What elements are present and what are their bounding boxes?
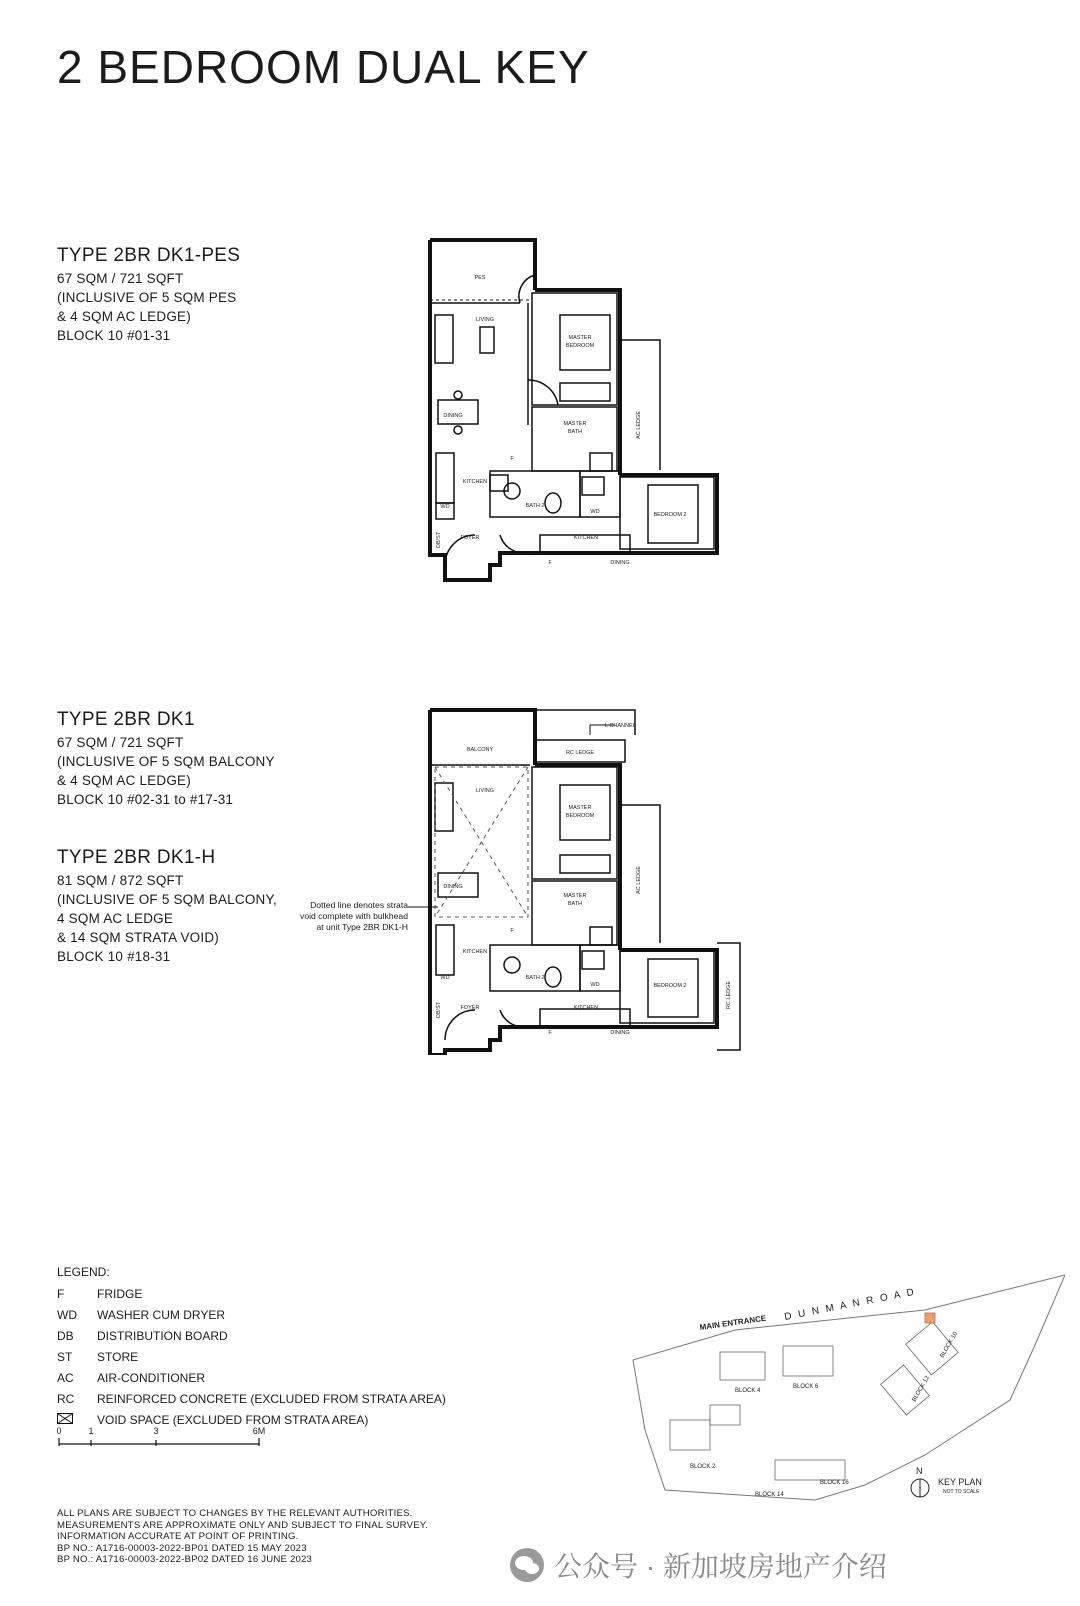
block-label: BLOCK 4: [735, 1388, 761, 1394]
room-label: DINING: [610, 1030, 630, 1036]
room-label: LIVING: [475, 788, 495, 794]
room-label: RC LEDGE: [726, 980, 732, 1010]
key-plan-title: KEY PLAN: [938, 1477, 982, 1487]
note-line: Dotted line denotes strata: [310, 900, 408, 910]
fixture-label: F: [548, 560, 552, 566]
room-label: DB/ST: [436, 1001, 442, 1019]
room-label: FOYER: [460, 1005, 480, 1011]
room-label: KITCHEN: [573, 535, 599, 541]
fixture-label: WD: [440, 504, 450, 510]
unit-area: 67 SQM / 721 SQFT: [57, 735, 184, 750]
unit-inclusive: & 4 SQM AC LEDGE): [57, 773, 191, 788]
room-label: DINING: [443, 884, 463, 890]
fixture-label: WD: [590, 509, 600, 515]
unit-inclusive: & 4 SQM AC LEDGE): [57, 309, 191, 324]
legend-abbr: DB: [57, 1329, 74, 1343]
legend-abbr: ST: [57, 1350, 73, 1364]
unit-location-highlight: [925, 1313, 935, 1323]
unit-info-dk1-h: [57, 845, 277, 966]
room-label: MASTER: [568, 805, 592, 811]
fixture-label: WD: [440, 975, 450, 981]
block-label: BLOCK 2: [690, 1464, 716, 1470]
note-leader-line: [408, 904, 438, 910]
legend-item: [57, 1347, 446, 1368]
unit-info-dk1: [57, 707, 275, 809]
unit-type: TYPE 2BR DK1: [57, 709, 195, 730]
scale-bar: [55, 1426, 275, 1456]
note-line: BP NO.: A1716-00003-2022-BP02 DATED 16 JUNE 2023: [57, 1554, 313, 1566]
room-label: AC LEDGE: [636, 411, 642, 439]
block-label: BLOCK 16: [820, 1480, 849, 1486]
room-label: FOYER: [460, 535, 480, 541]
room-label: DINING: [610, 560, 630, 566]
note-line: at unit Type 2BR DK1-H: [316, 922, 408, 932]
room-label: L CHANNEL: [605, 723, 636, 729]
legend-abbr: RC: [57, 1392, 75, 1406]
unit-area: 67 SQM / 721 SQFT: [57, 271, 184, 286]
room-label: BATH: [567, 901, 583, 907]
legend-item: [57, 1368, 446, 1389]
legend-heading: LEGEND:: [57, 1265, 110, 1279]
unit-type: TYPE 2BR DK1-PES: [57, 245, 241, 266]
north-label: N: [916, 1466, 923, 1476]
room-label: KITCHEN: [462, 949, 488, 955]
unit-type: TYPE 2BR DK1-H: [57, 847, 216, 868]
unit-block: BLOCK 10 #01-31: [57, 328, 171, 343]
block-label: BLOCK 10: [939, 1331, 960, 1359]
legend-abbr: F: [57, 1287, 65, 1301]
page-title: 2 BEDROOM DUAL KEY: [57, 41, 590, 93]
note-line: void complete with bulkhead: [300, 911, 408, 921]
key-plan-subtitle: NOT TO SCALE: [943, 1489, 980, 1495]
unit-inclusive: (INCLUSIVE OF 5 SQM BALCONY: [57, 754, 275, 769]
legend-text: DISTRIBUTION BOARD: [97, 1329, 228, 1343]
unit-info-dk1-pes: [57, 243, 240, 345]
room-label: KITCHEN: [462, 479, 488, 485]
watermark: [510, 1545, 887, 1585]
legend-text: VOID SPACE (EXCLUDED FROM STRATA AREA): [97, 1413, 369, 1427]
unit-inclusive: 4 SQM AC LEDGE: [57, 911, 174, 926]
legend-item: [57, 1284, 446, 1305]
legend-item: [57, 1305, 446, 1326]
legend-text: AIR-CONDITIONER: [97, 1371, 205, 1385]
fixture-label: WD: [590, 982, 600, 988]
room-label: BATH 2: [525, 975, 545, 981]
unit-block: BLOCK 10 #02-31 to #17-31: [57, 792, 234, 807]
room-label: LIVING: [475, 317, 495, 323]
room-label: KITCHEN: [573, 1005, 599, 1011]
legend-abbr: AC: [57, 1371, 74, 1385]
unit-area: 81 SQM / 872 SQFT: [57, 873, 184, 888]
fixture-label: F: [510, 456, 514, 462]
unit-inclusive: (INCLUSIVE OF 5 SQM BALCONY,: [57, 892, 277, 907]
legend-item: [57, 1389, 446, 1410]
unit-inclusive: & 14 SQM STRATA VOID): [57, 930, 219, 945]
legend-abbr: WD: [57, 1308, 77, 1322]
north-arrow-icon: [911, 1479, 929, 1497]
note-line: BP NO.: A1716-00003-2022-BP01 DATED 15 MAY 2023: [57, 1542, 307, 1554]
legend: [57, 1262, 446, 1431]
legend-text: WASHER CUM DRYER: [97, 1308, 226, 1322]
legend-text: STORE: [97, 1350, 139, 1364]
note-line: MEASUREMENTS ARE APPROXIMATE ONLY AND SUBJECT TO FINAL SURVEY.: [57, 1519, 429, 1531]
main-entrance-label: MAIN ENTRANCE: [699, 1313, 767, 1332]
room-label: BEDROOM 2: [653, 983, 687, 989]
unit-block: BLOCK 10 #18-31: [57, 949, 171, 964]
disclaimer-notes: [57, 1508, 428, 1566]
scale-tick-label: 1: [88, 1426, 94, 1436]
block-label: BLOCK 14: [755, 1492, 784, 1498]
room-label: DB/ST: [436, 531, 442, 549]
room-label: MASTER: [563, 421, 587, 427]
scale-tick-label: 6M: [252, 1426, 266, 1436]
scale-tick-label: 3: [153, 1426, 159, 1436]
room-label: MASTER: [563, 893, 587, 899]
room-label: BEDROOM 2: [653, 512, 687, 518]
legend-text: FRIDGE: [97, 1287, 143, 1301]
room-label: BEDROOM: [565, 813, 595, 819]
block-label: BLOCK 6: [793, 1384, 819, 1390]
watermark-text: 公众号 · 新加坡房地产介绍: [554, 1551, 887, 1582]
note-line: INFORMATION ACCURATE AT POINT OF PRINTING.: [57, 1531, 299, 1543]
room-label: AC LEDGE: [636, 866, 642, 894]
room-label: PES: [474, 275, 486, 281]
room-label: BEDROOM: [565, 343, 595, 349]
floor-plan-dk1: [420, 705, 750, 1055]
room-label: MASTER: [568, 335, 592, 341]
room-label: BATH 2: [525, 503, 545, 509]
legend-item: [57, 1326, 446, 1347]
road-label: D U N M A N R O A D: [783, 1286, 917, 1323]
room-label: BATH: [567, 429, 583, 435]
strata-void-note: [290, 900, 408, 933]
wechat-icon: [510, 1548, 544, 1582]
legend-text: REINFORCED CONCRETE (EXCLUDED FROM STRATA AREA): [97, 1392, 446, 1406]
floor-plan-dk1-pes: [420, 235, 740, 585]
fixture-label: F: [548, 1030, 552, 1036]
scale-tick-label: 0: [56, 1426, 62, 1436]
key-plan: [625, 1270, 1065, 1515]
block-label: BLOCK 12: [911, 1375, 932, 1403]
fixture-label: F: [510, 928, 514, 934]
room-label: DINING: [443, 413, 463, 419]
unit-inclusive: (INCLUSIVE OF 5 SQM PES: [57, 290, 237, 305]
room-label: RC LEDGE: [565, 750, 595, 756]
room-label: BALCONY: [466, 747, 494, 753]
note-line: ALL PLANS ARE SUBJECT TO CHANGES BY THE RELEVANT AUTHORITIES.: [57, 1508, 413, 1519]
